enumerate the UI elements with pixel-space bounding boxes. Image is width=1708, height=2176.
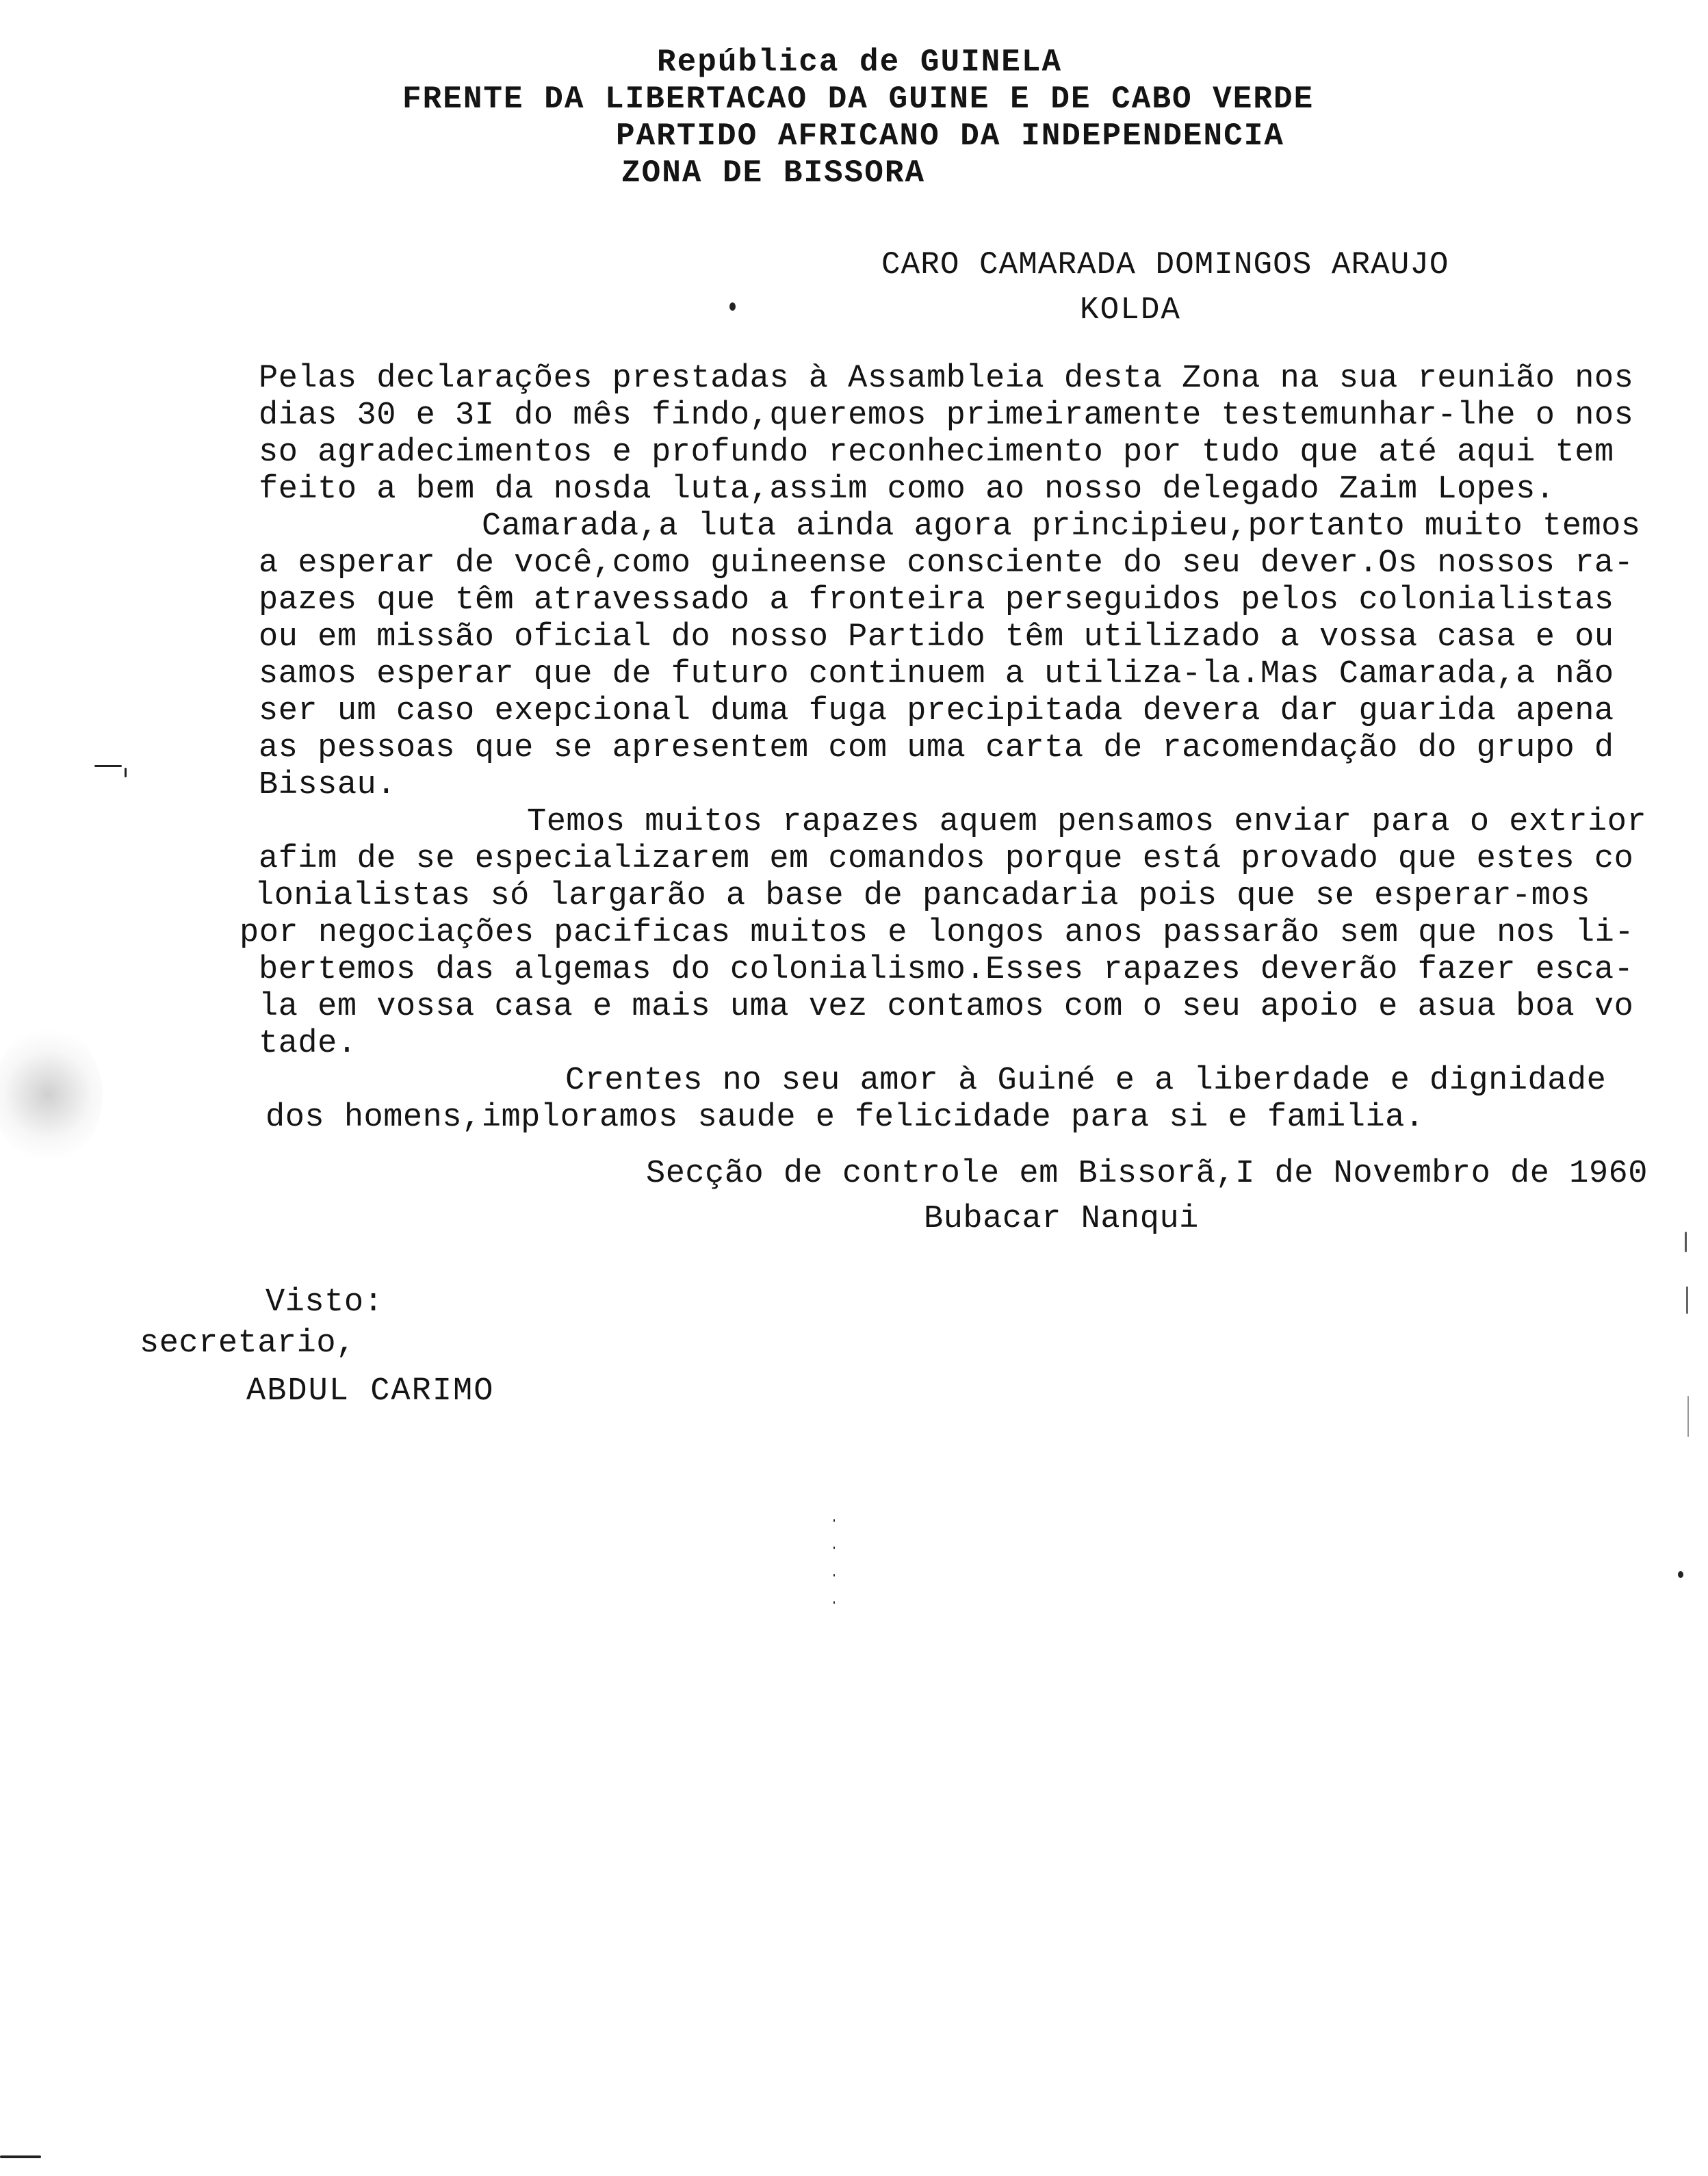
body-line: so agradecimentos e profundo reconhecimento por tudo que até aqui tem	[259, 435, 1614, 471]
scan-speck	[833, 1519, 835, 1522]
scan-speck	[0, 2155, 41, 2158]
body-line: feito a bem da nosda luta,assim como ao nosso delegado Zaim Lopes.	[259, 471, 1555, 508]
addressee-place: KOLDA	[1080, 292, 1182, 328]
body-line: la em vossa casa e mais uma vez contamos com o seu apoio e asua boa vo	[259, 989, 1634, 1025]
scan-speck	[833, 1601, 835, 1604]
body-line: Crentes no seu amor à Guiné e a liberdade e dignidade	[565, 1063, 1607, 1099]
scan-speck	[125, 768, 127, 777]
addressee-name: CARO CAMARADA DOMINGOS ARAUJO	[881, 247, 1449, 283]
body-line: pazes que têm atravessado a fronteira perseguidos pelos colonialistas	[259, 582, 1614, 619]
scan-speck	[833, 1546, 835, 1549]
body-line: as pessoas que se apresentem com uma carta de racomendação do grupo d	[259, 730, 1614, 766]
visto-label: Visto:	[266, 1284, 384, 1321]
body-line: afim de se especializarem em comandos porque está provado que estes co	[259, 841, 1634, 877]
body-line: samos esperar que de futuro continuem a utiliza-la.Mas Camarada,a não	[259, 656, 1614, 692]
body-line: Temos muitos rapazes aquem pensamos enviar para o extrior	[527, 804, 1647, 840]
scan-speck	[729, 302, 736, 311]
body-line: ser um caso exepcional duma fuga precipitada devera dar guarida apena	[259, 693, 1614, 729]
body-line: tade.	[259, 1026, 357, 1062]
body-line: dias 30 e 3I do mês findo,queremos primeiramente testemunhar-lhe o nos	[259, 398, 1634, 434]
header-republic: República de GUINELA	[657, 44, 1063, 80]
secretary-name: ABDUL CARIMO	[246, 1373, 495, 1410]
header-party: PARTIDO AFRICANO DA INDEPENDENCIA	[616, 118, 1284, 154]
body-line: dos homens,imploramos saude e felicidade para si e familia.	[266, 1100, 1425, 1136]
dateline: Secção de controle em Bissorã,I de Novembro de 1960	[646, 1156, 1648, 1192]
scan-speck	[1687, 1396, 1689, 1437]
body-line: bertemos das algemas do colonialismo.Esses rapazes deverão fazer esca-	[259, 952, 1634, 988]
scan-speck	[94, 765, 122, 767]
header-front: FRENTE DA LIBERTACAO DA GUINE E DE CABO VERDE	[402, 81, 1315, 117]
body-line: Bissau.	[259, 767, 396, 803]
body-line: a esperar de você,como guineense consciente do seu dever.Os nossos ra-	[259, 545, 1634, 582]
body-line: Camarada,a luta ainda agora principieu,portanto muito temos	[482, 508, 1641, 545]
scan-speck	[1685, 1232, 1687, 1252]
scan-speck	[1678, 1571, 1683, 1578]
body-line: lonialistas só largarão a base de pancadaria pois que se esperar-mos	[255, 878, 1590, 914]
body-line: por negociações pacificas muitos e longos anos passarão sem que nos li-	[240, 915, 1635, 951]
body-line: ou em missão oficial do nosso Partido têm utilizado a vossa casa e ou	[259, 619, 1614, 656]
body-line: Pelas declarações prestadas à Assambleia desta Zona na sua reunião nos	[259, 361, 1634, 397]
scan-speck	[1686, 1286, 1688, 1314]
header-zone: ZONA DE BISSORA	[621, 155, 926, 191]
scan-smudge	[0, 1026, 103, 1163]
secretary-role: secretario,	[140, 1325, 356, 1362]
scan-speck	[833, 1574, 835, 1577]
signer-name: Bubacar Nanqui	[924, 1201, 1199, 1237]
